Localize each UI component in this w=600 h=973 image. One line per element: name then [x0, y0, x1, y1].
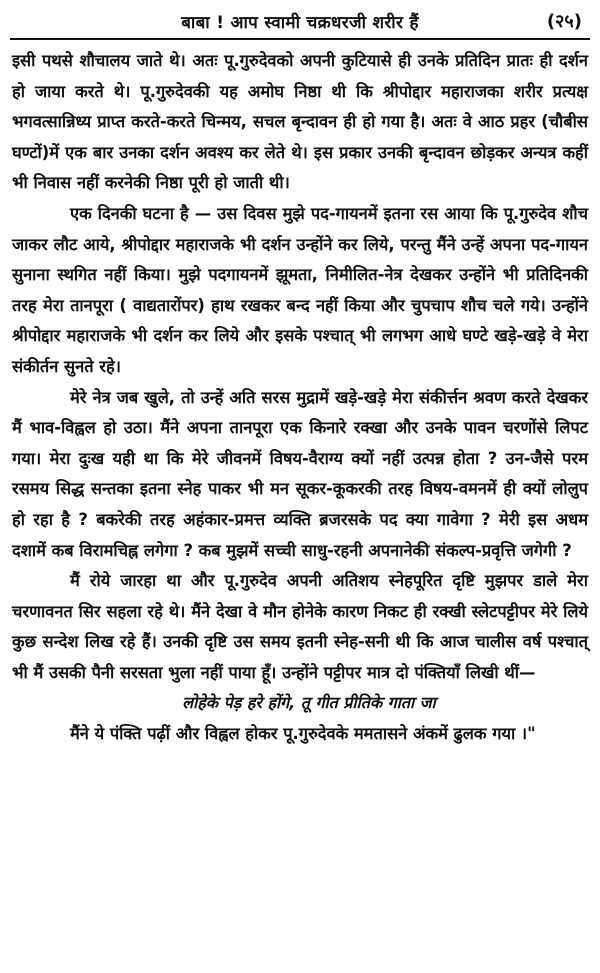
paragraph-4: मैं रोये जारहा था और पू.गुरुदेव अपनी अतिशय स्नेहपूरित दृष्टि मुझपर डाले मेरा चरणावनत सिर सहला रहे थे। मैंने देखा वे मौन होनेके कारण निकट ही रक्खी स्लेटपट्टीपर मेरे लिये कुछ सन्देश लिख रहे हैं। उनकी दृष्टि उस समय इतनी स्नेह-सनी थी कि आज चालीस वर्ष पश्चात् भी मैं उसकी पैनी सरसता भुला नहीं पाया हूँ। उन्होंने पट्टीपर मात्र दो पंक्तियाँ लिखी थीं— [12, 571, 588, 682]
page-number: (२५) [546, 11, 582, 32]
paragraph-2: एक दिनकी घटना है — उस दिवस मुझे पद-गायनमें इतना रस आया कि पू.गुरुदेव शौच जाकर लौट आये, श्रीपोद्दार महाराजके भी दर्शन उन्होंने कर लिये, परन्तु मैंने उन्हें अपना पद-गायन सुनाना स्थगित नहीं किया। मुझे पदगायनमें झूमता, निमीलित-नेत्र देखकर उन्होंने भी प्रतिदिनकी तरह मेरा तानपूरा ( वाद्यतारोंपर) हाथ रखकर बन्द नहीं किया और चुपचाप शौच चले गये। उन्होंने श्रीपोद्दार महाराजके भी दर्शन कर लिये और इसके पश्चात् भी लगभग आधे घण्टे खड़े-खड़े वे मेरा संकीर्तन सुनते रहे। [12, 203, 588, 376]
running-header [10, 6, 590, 36]
header-divider [10, 38, 590, 40]
paragraph-3: मेरे नेत्र जब खुले, तो उन्हें अति सरस मुद्रामें खड़े-खड़े मेरा संकीर्त्तन श्रवण करते देखकर मैं भाव-विह्वल हो उठा। मैंने अपना तानपूरा एक किनारे रक्खा और उनके पावन चरणोंसे लिपट गया। मेरा दुःख यही था कि मेरे जीवनमें विषय-वैराग्य क्यों नहीं उत्पन्न होता ? उन-जैसे परम रसमय सिद्ध सन्तका इतना स्नेह पाकर भी मन सूकर-कूकरकी तरह विषय-वमनमें ही क्यों लोलुप हो रहा है ? बकरेकी तरह अहंकार-प्रमत्त व्यक्ति ब्रजरसके पद क्या गावेगा ? मेरी इस अधम दशामें कब विरामचिह्न लगेगा ? कब मुझमें सच्ची साधु-रहनी अपनानेकी संकल्प-प्रवृत्ति जगेगी ? [12, 387, 588, 560]
verse-line: लोहेके पेड़ हरे होंगे, तू गीत प्रीतिके गाता जा [182, 693, 436, 713]
body-text [12, 46, 588, 750]
paragraph-5: मैंने ये पंक्ति पढ़ीं और विह्वल होकर पू.गुरुदेवके ममतासने अंकमें ढुलक गया ।" [70, 724, 536, 744]
header-title: बाबा ! आप स्वामी चक्रधरजी शरीर हैं [181, 13, 419, 33]
paragraph-1: इसी पथसे शौचालय जाते थे। अतः पू.गुरुदेवको अपनी कुटियासे ही उनके प्रतिदिन प्रातः ही दर्शन हो जाया करते थे। पू.गुरुदेवकी यह अमोघ निष्ठा थी कि श्रीपोद्दार महाराजका शरीर प्रत्यक्ष भगवत्सान्निध्य प्राप्त करते-करते चिन्मय, सचल बृन्दावन ही हो गया है। अतः वे आठ प्रहर (चौबीस घण्टों)में एक बार उनका दर्शन अवश्य कर लेते थे। इस प्रकार उनकी बृन्दावन छोड़कर अन्यत्र कहीं भी निवास नहीं करनेकी निष्ठा पूरी हो जाती थी। [12, 51, 588, 193]
